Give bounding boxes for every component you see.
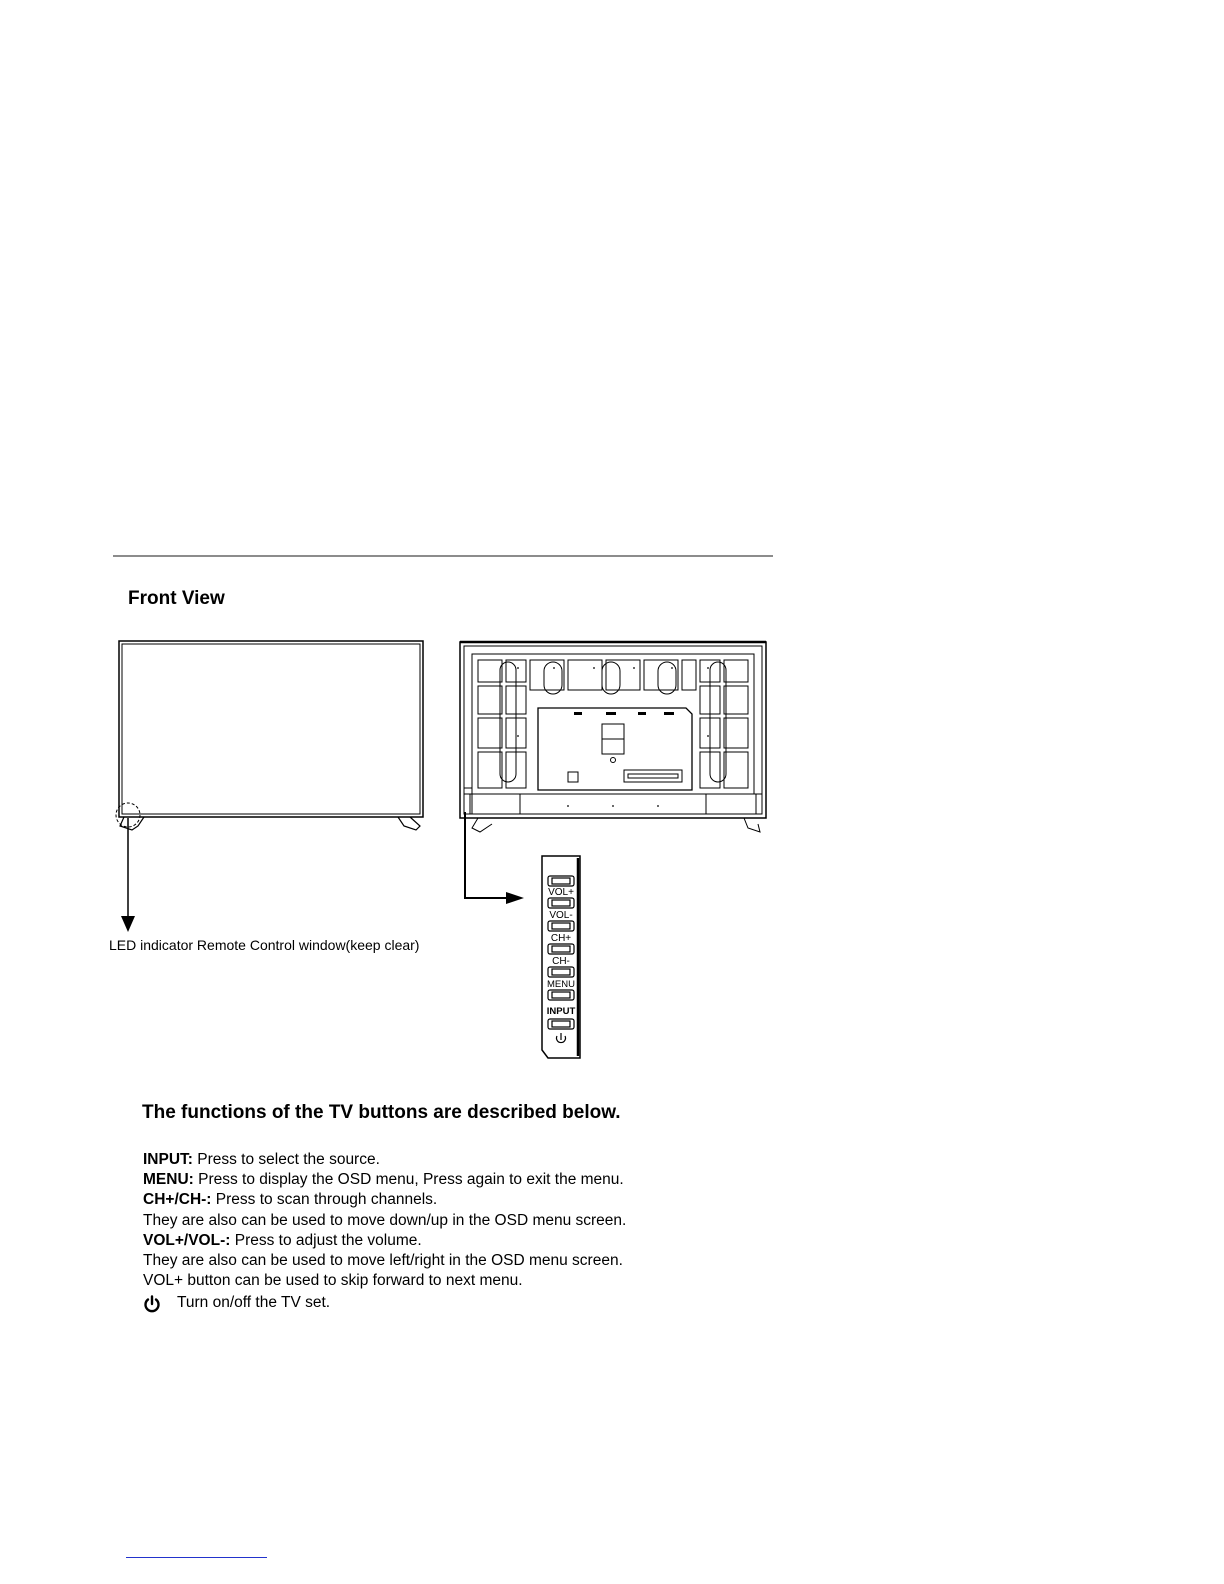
button-descriptions	[143, 1150, 626, 1291]
input-description: INPUT: Press to select the source.	[143, 1151, 380, 1168]
tv-rear-illustration	[458, 638, 770, 834]
tv-front-illustration	[108, 636, 433, 832]
panel-label-ch-up: CH+	[550, 933, 572, 944]
horizontal-divider	[113, 555, 773, 557]
panel-label-vol-up: VOL+	[548, 887, 574, 898]
arrow-icon	[118, 818, 138, 934]
arrow-icon	[458, 812, 530, 908]
panel-label-input: INPUT	[546, 1006, 576, 1017]
panel-label-ch-down: CH-	[552, 956, 570, 967]
panel-label-menu: MENU	[547, 979, 575, 990]
ch-description: CH+/CH-: Press to scan through channels.	[143, 1191, 438, 1209]
vol-note: They are also can be used to move left/right in the OSD menu screen.	[143, 1252, 623, 1270]
section-title: Front View	[128, 588, 225, 609]
power-icon	[143, 1295, 161, 1313]
led-caption: LED indicator Remote Control window(keep clear)	[109, 937, 420, 953]
footer-underline	[126, 1557, 267, 1558]
vol-skip-note: VOL+ button can be used to skip forward to next menu.	[143, 1272, 523, 1290]
power-description-text: Turn on/off the TV set.	[177, 1294, 331, 1311]
functions-title: The functions of the TV buttons are described below.	[142, 1102, 621, 1123]
ch-note: They are also can be used to move down/up in the OSD menu screen.	[143, 1211, 627, 1229]
button-panel-illustration	[540, 854, 584, 1062]
vol-description: VOL+/VOL-: Press to adjust the volume.	[143, 1231, 422, 1249]
panel-label-vol-down: VOL-	[549, 910, 573, 921]
menu-description: MENU: Press to display the OSD menu, Press again to exit the menu.	[143, 1171, 624, 1189]
